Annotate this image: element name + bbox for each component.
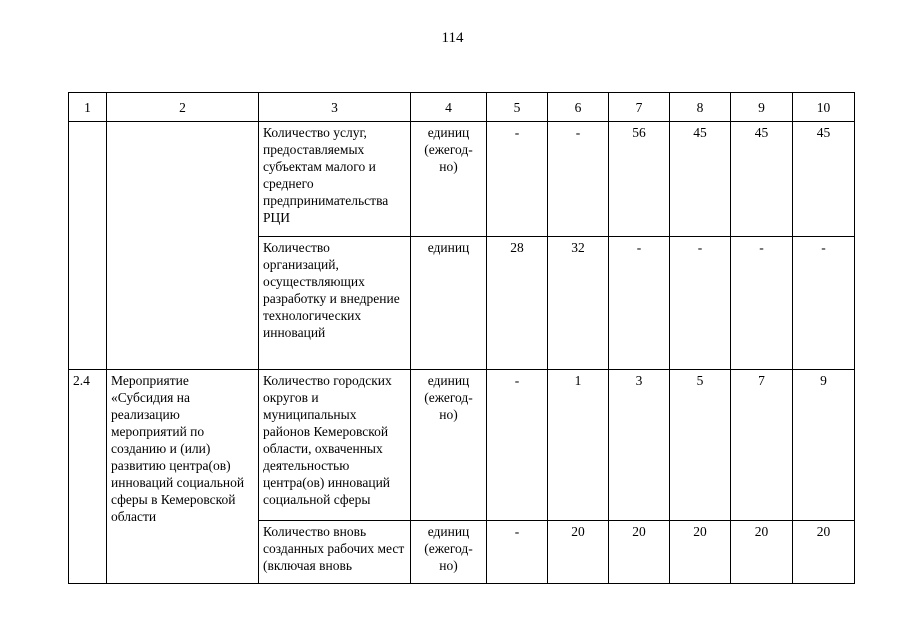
- indicators-table: [68, 92, 855, 584]
- value-cell: 28: [487, 237, 548, 370]
- measure-cell: [107, 122, 259, 370]
- header-cell: 3: [259, 93, 411, 122]
- value-cell: 45: [731, 122, 793, 237]
- value-cell: -: [487, 521, 548, 584]
- measure-cell: Мероприятие «Субсидия на реализацию мероприятий по созданию и (или) развитию центра(ов) инноваций социальной сферы в Кемеровской области: [107, 370, 259, 584]
- value-cell: 20: [731, 521, 793, 584]
- value-cell: 5: [670, 370, 731, 521]
- indicator-cell: Количество организаций, осуществляющих разработку и внедрение технологических инноваций: [259, 237, 411, 370]
- unit-cell: единиц (ежегод-но): [411, 122, 487, 237]
- header-cell: 4: [411, 93, 487, 122]
- indicator-cell: Количество городских округов и муниципальных районов Кемеровской области, охваченных деятельностью центра(ов) инноваций социальной сферы: [259, 370, 411, 521]
- value-cell: -: [731, 237, 793, 370]
- unit-cell: единиц (ежегод-но): [411, 521, 487, 584]
- value-cell: 7: [731, 370, 793, 521]
- table-header-row: [69, 93, 855, 122]
- value-cell: 3: [609, 370, 670, 521]
- header-cell: 2: [107, 93, 259, 122]
- value-cell: 20: [670, 521, 731, 584]
- indicator-cell: Количество услуг, предоставляемых субъектам малого и среднего предпринимательства РЦИ: [259, 122, 411, 237]
- header-cell: 7: [609, 93, 670, 122]
- value-cell: 1: [548, 370, 609, 521]
- row-code-cell: [69, 122, 107, 370]
- page-number: 114: [441, 30, 464, 46]
- value-cell: 45: [793, 122, 855, 237]
- indicator-cell: Количество вновь созданных рабочих мест (включая вновь: [259, 521, 411, 584]
- table-row: [69, 122, 855, 237]
- header-cell: 5: [487, 93, 548, 122]
- value-cell: 9: [793, 370, 855, 521]
- value-cell: -: [487, 370, 548, 521]
- value-cell: 20: [548, 521, 609, 584]
- value-cell: 20: [609, 521, 670, 584]
- value-cell: -: [793, 237, 855, 370]
- header-cell: 10: [793, 93, 855, 122]
- header-cell: 6: [548, 93, 609, 122]
- unit-cell: единиц (ежегод-но): [411, 370, 487, 521]
- value-cell: -: [548, 122, 609, 237]
- value-cell: 56: [609, 122, 670, 237]
- value-cell: 45: [670, 122, 731, 237]
- value-cell: 20: [793, 521, 855, 584]
- header-cell: 8: [670, 93, 731, 122]
- value-cell: -: [609, 237, 670, 370]
- value-cell: -: [487, 122, 548, 237]
- unit-cell: единиц: [411, 237, 487, 370]
- header-cell: 9: [731, 93, 793, 122]
- value-cell: -: [670, 237, 731, 370]
- row-code-cell: 2.4: [69, 370, 107, 584]
- header-cell: 1: [69, 93, 107, 122]
- table-row: [69, 370, 855, 521]
- value-cell: 32: [548, 237, 609, 370]
